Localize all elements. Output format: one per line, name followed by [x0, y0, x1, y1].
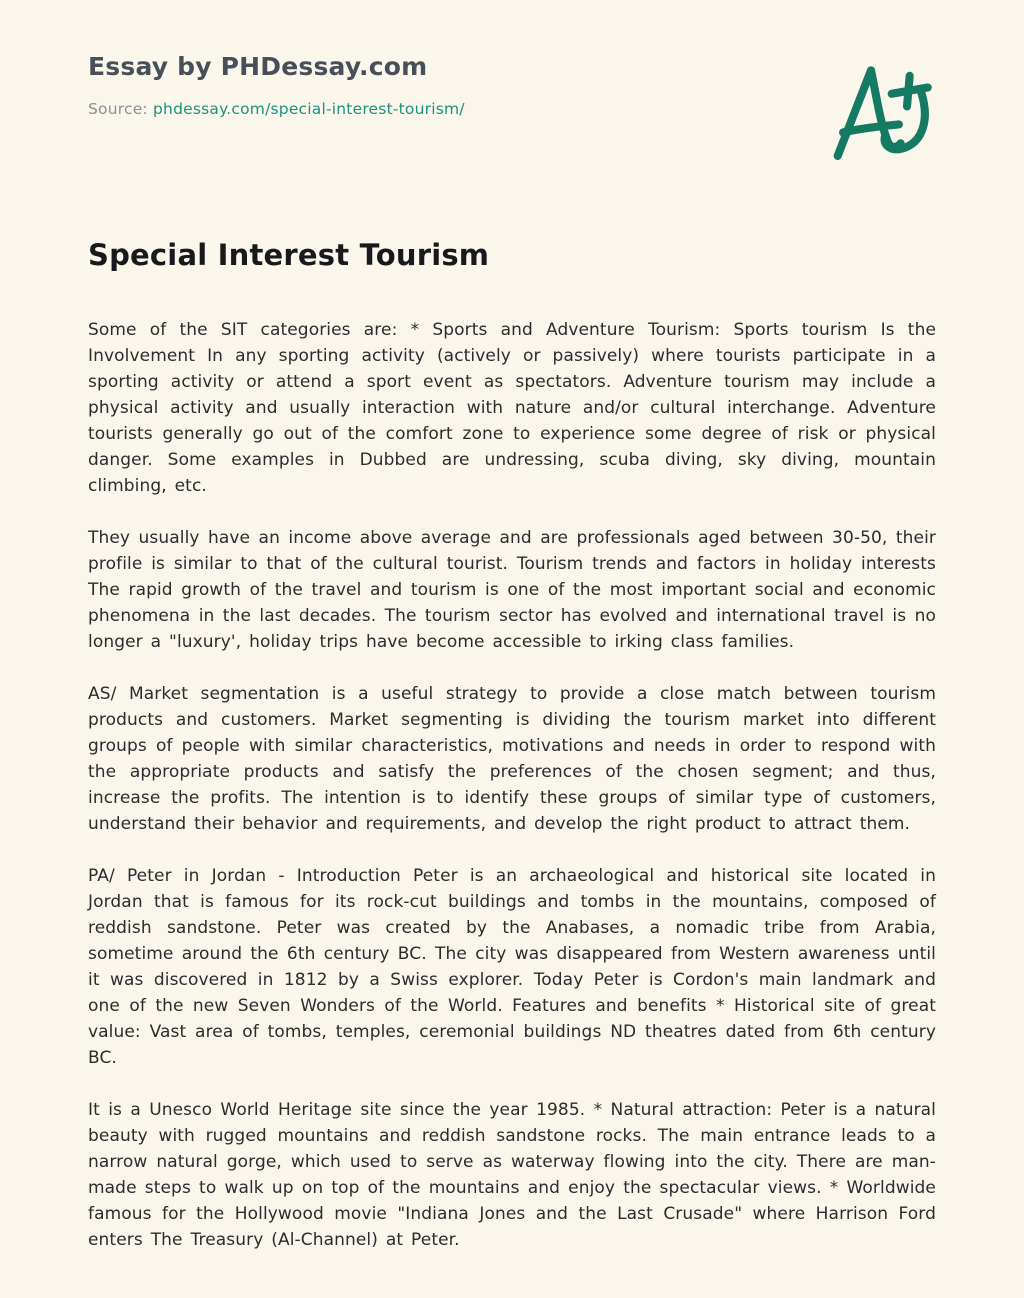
byline: Essay by PHDessay.com [88, 52, 428, 81]
header-text-block [88, 52, 465, 118]
source-line [88, 100, 465, 118]
essay-paragraph-3: AS/ Market segmentation is a useful strategy to provide a close match between tourism products and customers. Market segmenting is dividing the tourism market into different groups of people with similar characteristics, motivations and needs in order to respond with the appropriate products and satisfy the preferences of the chosen segment; and thus, increase the profits. The intention is to identify these groups of similar type of customers, understand their behavior and requirements, and develop the right product to attract them. [88, 683, 936, 834]
essay-paragraph-5: It is a Unesco World Heritage site since the year 1985. * Natural attraction: Peter is a natural beauty with rugged mountains and reddish sandstone rocks. The main entrance leads to a narrow natural gorge, which used to serve as waterway flowing into the city. There are man-made steps to walk up on top of the mountains and enjoy the spectacular views. * Worldwide famous for the Hollywood movie "Indiana Jones and the Last Crusade" where Harrison Ford enters The Treasury (Al-Channel) at Peter. [88, 1099, 936, 1250]
essay-paragraph-4: PA/ Peter in Jordan - Introduction Peter is an archaeological and historical site located in Jordan that is famous for its rock-cut buildings and tombs in the mountains, composed of reddish sandstone. Peter was created by the Anabases, a nomadic tribe from Arabia, sometime around the 6th century BC. The city was disappeared from Western awareness until it was discovered in 1812 by a Swiss explorer. Today Peter is Cordon's main landmark and one of the new Seven Wonders of the World. Features and benefits * Historical site of great value: Vast area of tombs, temples, ceremonial buildings ND theatres dated from 6th century BC. [88, 865, 936, 1068]
essay-title: Special Interest Tourism [88, 238, 490, 272]
source-link[interactable]: phdessay.com/special-interest-tourism/ [153, 100, 465, 118]
source-label: Source: [88, 100, 148, 118]
page-header [88, 52, 936, 166]
essay-paragraph-1: Some of the SIT categories are: * Sports and Adventure Tourism: Sports tourism Is the Involvement In any sporting activity (actively or passively) where tourists participate in a sporting activity or attend a sport event as spectators. Adventure tourism may include a physical activity and usually interaction with nature and/or cultural interchange. Adventure tourists generally go out of the comfort zone to experience some degree of risk or physical danger. Some examples in Dubbed are undressing, scuba diving, sky diving, mountain climbing, etc. [88, 319, 936, 496]
essay-body [88, 317, 936, 1253]
phdessay-a-plus-logo-icon [826, 54, 934, 166]
essay-paragraph-2: They usually have an income above average and are professionals aged between 30-50, their profile is similar to that of the cultural tourist. Tourism trends and factors in holiday interests The rapid growth of the travel and tourism is one of the most important social and economic phenomena in the last decades. The tourism sector has evolved and international travel is no longer a "luxury', holiday trips have become accessible to irking class families. [88, 527, 936, 652]
